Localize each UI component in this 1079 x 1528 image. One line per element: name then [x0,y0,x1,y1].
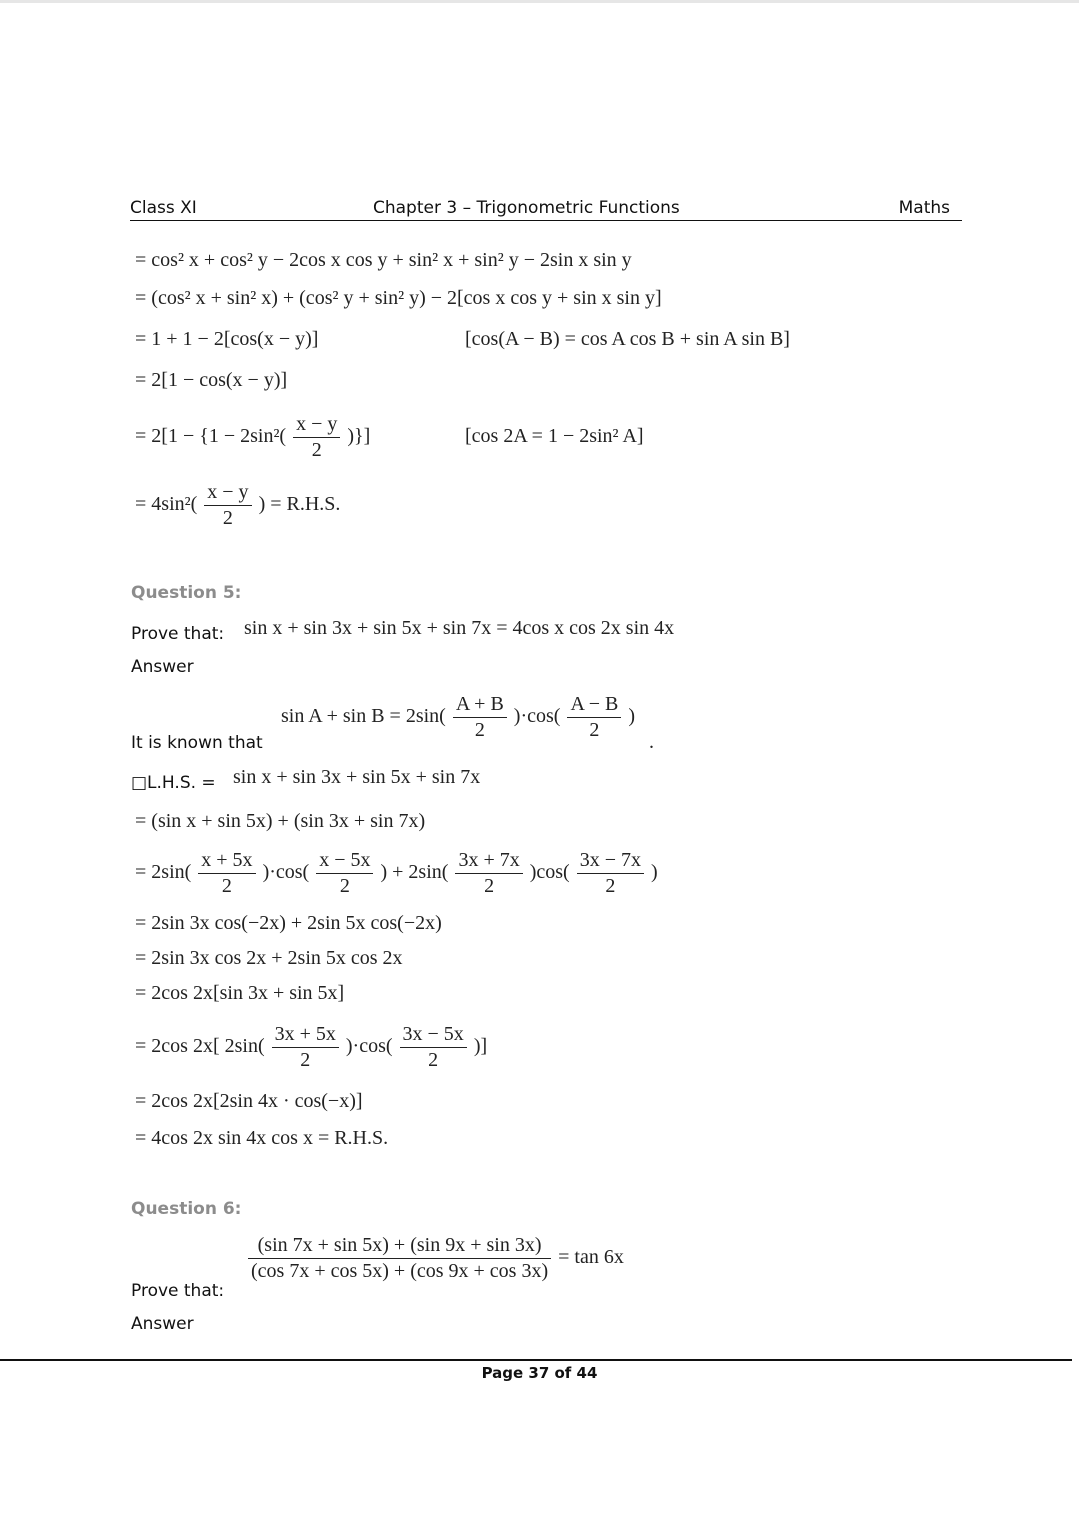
solution-line-5: = 2[1 − {1 − 2sin²( $\frac{x - y}{2}$ )}] [135,413,371,461]
q5-step-7: = 2cos 2x[2sin 4x · cos(−x)] [135,1090,363,1112]
question-6-heading: Question 6: [131,1199,242,1219]
q5-step-3: = 2sin 3x cos(−2x) + 2sin 5x cos(−2x) [135,912,442,934]
header-chapter: Chapter 3 – Trigonometric Functions [373,198,680,218]
question-5-statement: sin x + sin 3x + sin 5x + sin 7x = 4cos x cos 2x sin 4x [244,617,675,639]
solution-line-4: = 2[1 − cos(x − y)] [135,369,288,391]
fraction: $\frac{x - 5x}{2}$ [316,850,373,897]
question-5-prove-label: Prove that: [131,624,225,644]
page-header [130,198,962,221]
fraction: $\frac{x + 5x}{2}$ [198,850,255,897]
header-class: Class XI [130,198,197,218]
q5-step-8: = 4cos 2x sin 4x cos x = R.H.S. [135,1127,389,1149]
fraction: $\frac{A - B}{2}$ [567,694,621,741]
footer-divider [0,1359,1072,1361]
fraction: $\frac{x - y}{2}$ [293,414,340,461]
solution-line-3: = 1 + 1 − 2[cos(x − y)] [135,328,319,350]
fraction: $\frac{3x + 5x}{2}$ [272,1024,339,1071]
identity-note-cos2a: [cos 2A = 1 − 2sin² A] [465,425,644,447]
solution-line-1: = cos² x + cos² y − 2cos x cos y + sin² x + sin² y − 2sin x sin y [135,249,632,271]
fraction: $\frac{x - y}{2}$ [204,482,251,529]
solution-line-2: = (cos² x + sin² x) + (cos² y + sin² y) − 2[cos x cos y + sin x sin y] [135,287,662,309]
q5-step-6: = 2cos 2x[ 2sin( $\frac{3x + 5x}{2}$ )·cos( $\frac{3x - 5x}{2}$ )] [135,1023,488,1071]
question-6-prove-label: Prove that: [131,1281,225,1301]
question-6-answer-label: Answer [131,1314,194,1334]
fraction: $\frac{3x + 7x}{2}$ [455,850,522,897]
fraction: $\frac{3x - 5x}{2}$ [400,1024,467,1071]
q5-step-1: = (sin x + sin 5x) + (sin 3x + sin 7x) [135,810,426,832]
lhs-expression: sin x + sin 3x + sin 5x + sin 7x [233,766,481,788]
question-5-heading: Question 5: [131,583,242,603]
q5-step-2: = 2sin( $\frac{x + 5x}{2}$ )·cos( $\frac{x - 5x}{2}$ ) + 2sin( $\frac{3x + 7x}{2}$ )cos( $\frac{3x - 7x}{2}$ ) [135,849,658,897]
top-border [0,0,1079,3]
lhs-label: □L.H.S. = [131,773,216,793]
page-number: Page 37 of 44 [481,1364,598,1382]
q5-step-4: = 2sin 3x cos 2x + 2sin 5x cos 2x [135,947,403,969]
sum-to-product-identity: sin A + sin B = 2sin( $\frac{A + B}{2}$ )·cos( $\frac{A - B}{2}$ ) [281,693,636,741]
fraction: $\frac{A + B}{2}$ [453,694,507,741]
header-subject: Maths [898,198,950,218]
fraction: $\frac{(\sin 7x + \sin 5x) + (\sin 9x + \sin 3x)}{(\cos 7x + \cos 5x) + (\cos 9x + \cos 3x)}$ [248,1235,551,1282]
identity-period: . [649,731,654,753]
fraction: $\frac{3x - 7x}{2}$ [577,850,644,897]
question-6-statement: $\frac{(\sin 7x + \sin 5x) + (\sin 9x + \sin 3x)}{(\cos 7x + \cos 5x) + (\cos 9x + \cos 3x)}$ = tan 6x [246,1235,624,1282]
question-5-answer-label: Answer [131,657,194,677]
identity-note-cos-diff: [cos(A − B) = cos A cos B + sin A sin B] [465,328,790,350]
solution-line-6: = 4sin²( $\frac{x - y}{2}$ ) = R.H.S. [135,481,341,529]
known-label: It is known that [131,733,263,753]
q5-step-5: = 2cos 2x[sin 3x + sin 5x] [135,982,345,1004]
